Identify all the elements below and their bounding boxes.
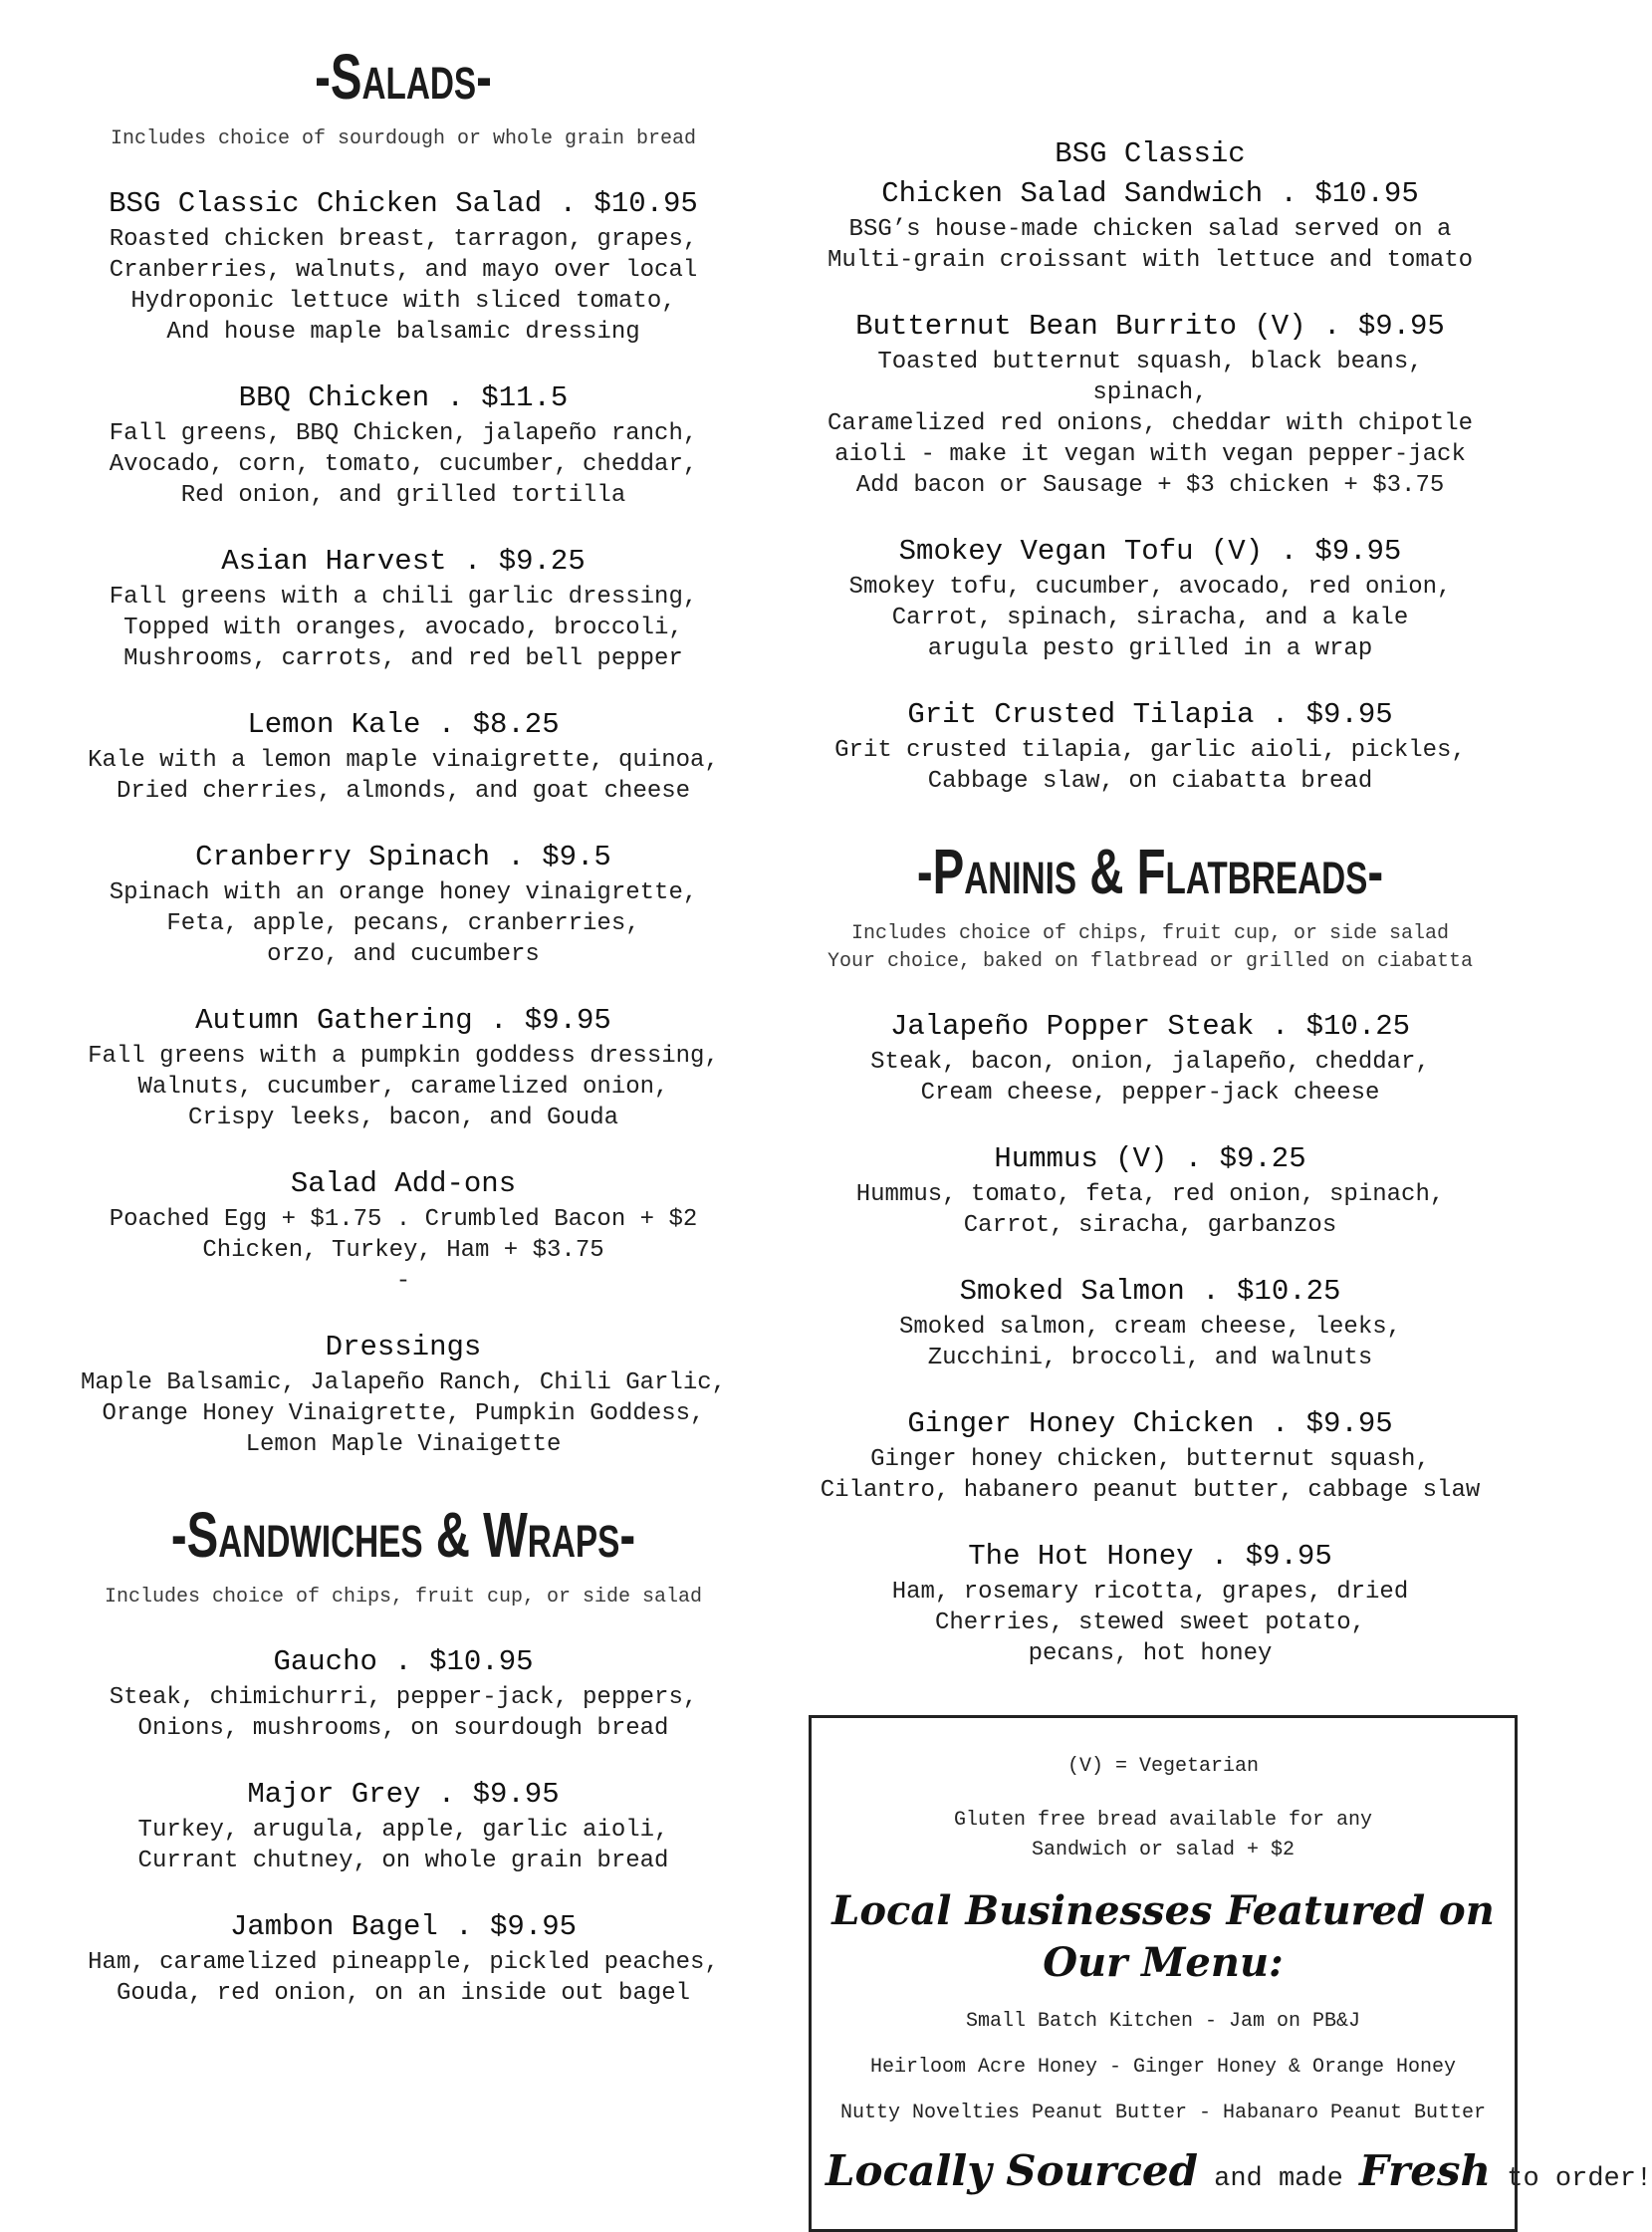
menu-item [72,1775,735,1876]
menu-item-desc-line: Fall greens with a pumpkin goddess dressing, [88,1043,719,1070]
menu-item [72,542,735,674]
menu-item-desc-line: Fall greens with a chili garlic dressing, [109,584,698,611]
section-subtitle-line: Includes choice of chips, fruit cup, or side salad [104,1586,703,1609]
menu-item-desc-line: Kale with a lemon maple vinaigrette, quinoa, [88,747,719,774]
tagline-mono-segment: and made [1197,2164,1359,2194]
tagline [826,2146,1652,2195]
menu-item [819,1404,1482,1506]
menu-item-desc-line: Roasted chicken breast, tarragon, grapes, [109,226,698,253]
menu-item [819,307,1482,501]
menu-item-desc-line: Cranberries, walnuts, and mayo over local [109,257,698,284]
menu-item-desc-line: Hummus, tomato, feta, red onion, spinach, [855,1181,1445,1208]
local-businesses-heading: Local Businesses Featured on Our Menu: [831,1887,1495,1986]
menu-item-desc-line: Crispy leeks, bacon, and Gouda [187,1105,619,1131]
local-business-line: Heirloom Acre Honey - Ginger Honey & Orange Honey [869,2056,1457,2079]
menu-item-desc-line: Zucchini, broccoli, and walnuts [927,1345,1373,1371]
menu-item-desc-line: Ginger honey chicken, butternut squash, [870,1446,1430,1473]
menu-item-title: Smokey Vegan Tofu (V) . $9.95 [898,535,1402,568]
menu-item [72,1907,735,2009]
menu-item-desc-line: Turkey, arugula, apple, garlic aioli, [137,1817,669,1844]
menu-item [72,184,735,348]
menu-item-desc-line: Grit crusted tilapia, garlic aioli, pickles, [834,737,1466,764]
menu-item-title: Major Grey . $9.95 [247,1778,560,1811]
menu-item-desc-line: - [395,1268,411,1295]
menu-item [72,1328,735,1460]
menu-item-title: BBQ Chicken . $11.5 [238,381,569,414]
menu-item-title: Smoked Salmon . $10.25 [959,1275,1341,1308]
menu-item-title: BSG Classic [1055,137,1246,170]
section-subtitle [819,920,1482,976]
menu-item-title: Grit Crusted Tilapia . $9.95 [907,698,1393,731]
local-business-list [826,1999,1501,2136]
menu-item-desc-line: Toasted butternut squash, black beans, spinach, [877,349,1423,406]
menu-column-right [819,0,1652,2232]
menu-item [819,532,1482,664]
menu-item-desc-line: Cherries, stewed sweet potato, [934,1610,1366,1636]
section-subtitle-line: Includes choice of sourdough or whole grain bread [110,127,697,150]
menu-item-desc-line: Hydroponic lettuce with sliced tomato, [130,288,676,315]
menu-item [819,134,1482,276]
menu-item-desc-line: Carrot, siracha, garbanzos [963,1212,1337,1239]
section-heading: -Salads- [315,41,492,113]
menu-item-desc-line: Cream cheese, pepper-jack cheese [920,1080,1380,1107]
menu-item-desc-line: Topped with oranges, avocado, broccoli, [123,615,683,641]
menu-item-title: Jambon Bagel . $9.95 [229,1910,578,1943]
menu-item-title: Gaucho . $10.95 [273,1645,534,1678]
menu-item-desc-line: orzo, and cucumbers [267,941,540,968]
menu-item [819,1537,1482,1669]
menu-item [819,1139,1482,1241]
menu-item-title: The Hot Honey . $9.95 [968,1540,1332,1573]
gluten-free-line: Gluten free bread available for any [953,1809,1373,1832]
menu-item-desc-line: Currant chutney, on whole grain bread [137,1848,669,1874]
menu-item [72,1642,735,1744]
local-business-line: Small Batch Kitchen - Jam on PB&J [965,2010,1361,2033]
menu-item [819,1272,1482,1373]
menu-item-title: Butternut Bean Burrito (V) . $9.95 [855,310,1445,343]
menu-item-desc-line: Steak, chimichurri, pepper-jack, peppers, [109,1684,698,1711]
menu-item-title: Jalapeño Popper Steak . $10.25 [889,1010,1411,1043]
section-subtitle-line: Includes choice of chips, fruit cup, or side salad [850,922,1450,945]
menu-item-desc-line: aioli - make it vegan with vegan pepper-jack [834,441,1466,468]
menu-item-desc-line: Smoked salmon, cream cheese, leeks, [898,1314,1402,1341]
menu-item [72,838,735,970]
menu-item-title: Dressings [325,1331,482,1364]
menu-item-title: Ginger Honey Chicken . $9.95 [907,1407,1393,1440]
menu-item-desc-line: Spinach with an orange honey vinaigrette, [109,879,698,906]
menu-item [819,695,1482,797]
menu-item-desc-line: Dried cherries, almonds, and goat cheese [116,778,691,805]
menu-item-desc-line: And house maple balsamic dressing [166,319,640,346]
menu-column-left [72,0,735,2009]
section-heading: -Paninis & Flatbreads- [916,836,1384,907]
tagline-script-segment: Locally Sourced [826,2146,1198,2195]
gluten-free-line: Sandwich or salad + $2 [1031,1839,1296,1861]
tagline-script-segment: Fresh [1358,2146,1492,2195]
menu-item-desc-line: Cilantro, habanero peanut butter, cabbage slaw [820,1477,1481,1504]
menu-item [72,1001,735,1133]
menu-item-title: Lemon Kale . $8.25 [247,708,560,741]
menu-item-title: Autumn Gathering . $9.95 [195,1004,611,1037]
menu-item-title: Salad Add-ons [290,1167,517,1200]
local-business-line: Nutty Novelties Peanut Butter - Habanaro Peanut Butter [839,2102,1487,2124]
menu-item-title: Asian Harvest . $9.25 [221,545,586,578]
gluten-free-note [826,1806,1501,1865]
menu-item-desc-line: BSG’s house-made chicken salad served on a [848,216,1452,243]
menu-item [72,378,735,511]
menu-item [72,1164,735,1297]
menu-item-desc-line: Onions, mushrooms, on sourdough bread [137,1715,669,1742]
menu-item-desc-line: Caramelized red onions, cheddar with chipotle [826,410,1474,437]
menu-item-desc-line: Cabbage slaw, on ciabatta bread [927,768,1373,795]
menu-item-desc-line: Carrot, spinach, siracha, and a kale [891,605,1409,631]
tagline-mono-segment: to order! [1491,2164,1652,2194]
menu-item-desc-line: arugula pesto grilled in a wrap [927,635,1373,662]
menu-item-desc-line: Lemon Maple Vinaigette [245,1431,562,1458]
menu-item-desc-line: Chicken, Turkey, Ham + $3.75 [202,1237,604,1264]
menu-item-desc-line: Poached Egg + $1.75 . Crumbled Bacon + $2 [109,1206,698,1233]
menu-item-title: BSG Classic Chicken Salad . $10.95 [109,187,698,220]
menu-item [72,705,735,807]
menu-item-desc-line: Ham, caramelized pineapple, pickled peaches, [88,1949,719,1976]
menu-item-desc-line: Avocado, corn, tomato, cucumber, cheddar, [109,451,698,478]
menu-item-desc-line: Feta, apple, pecans, cranberries, [166,910,640,937]
menu-item-desc-line: Steak, bacon, onion, jalapeño, cheddar, [870,1049,1430,1076]
section-subtitle-line: Your choice, baked on flatbread or grilled on ciabatta [826,950,1474,973]
menu-item-desc-line: pecans, hot honey [1028,1640,1273,1667]
menu-item-desc-line: Red onion, and grilled tortilla [180,482,626,509]
menu-item-desc-line: Smokey tofu, cucumber, avocado, red onion, [848,574,1452,601]
menu-item-desc-line: Orange Honey Vinaigrette, Pumpkin Goddess, [102,1400,705,1427]
section-subtitle [72,1584,735,1612]
menu-item-title: Cranberry Spinach . $9.5 [195,841,611,873]
menu-item-desc-line: Fall greens, BBQ Chicken, jalapeño ranch, [109,420,698,447]
menu-item-desc-line: Ham, rosemary ricotta, grapes, dried [891,1579,1409,1606]
menu-item-desc-line: Mushrooms, carrots, and red bell pepper [123,645,683,672]
section-heading: -Sandwiches & Wraps- [170,1499,636,1571]
vegetarian-note: (V) = Vegetarian [1066,1755,1260,1778]
info-box [809,1715,1652,2232]
menu-item-desc-line: Walnuts, cucumber, caramelized onion, [137,1074,669,1101]
menu-item-title: Hummus (V) . $9.25 [994,1142,1306,1175]
menu-item [819,1007,1482,1109]
section-subtitle [72,125,735,153]
menu-item-desc-line: Multi-grain croissant with lettuce and tomato [826,247,1474,274]
menu-item-desc-line: Add bacon or Sausage + $3 chicken + $3.75 [855,472,1445,499]
menu-item-title: Chicken Salad Sandwich . $10.95 [881,177,1419,210]
menu-item-desc-line: Gouda, red onion, on an inside out bagel [116,1980,691,2007]
menu-item-desc-line: Maple Balsamic, Jalapeño Ranch, Chili Garlic, [80,1369,727,1396]
